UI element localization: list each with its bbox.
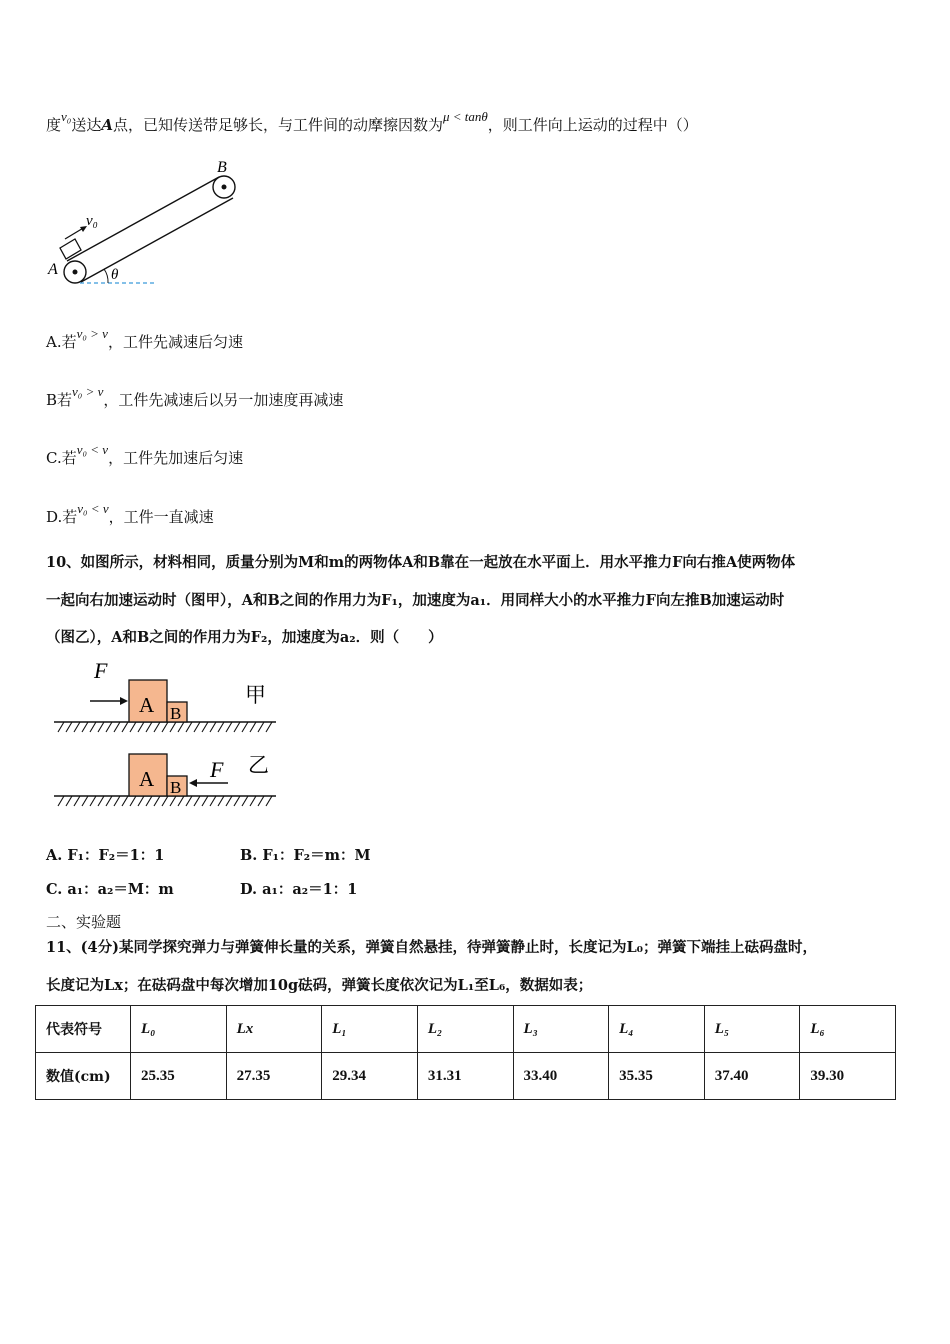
q10-line2: 一起向右加速运动时（图甲），A和B之间的作用力为F₁，加速度为a₁．用同样大小的水平推力F向左推B加速运动时: [46, 592, 785, 609]
q9-intro-mid2: 点，已知传送带足够长，与工件间的动摩擦因数为: [112, 116, 443, 134]
option-condition: v₀ > v: [76, 326, 108, 341]
table-header-cell: L₁: [322, 1006, 418, 1053]
hatch-top: [58, 722, 272, 732]
pulley-b-center: [222, 185, 227, 190]
option-prefix: A.若: [46, 333, 77, 351]
q10-option-b: B. F₁：F₂＝m：M: [240, 847, 371, 864]
option-condition: v₀ > v: [72, 384, 104, 399]
table-header-row: [36, 1006, 896, 1053]
label-theta: θ: [111, 267, 119, 283]
workpiece: [60, 239, 81, 259]
conveyor-figure: [40, 150, 250, 295]
q9-intro-post: ，则工件向上运动的过程中（）: [487, 116, 698, 134]
option-text: ，工件先减速后匀速: [107, 333, 243, 351]
v0-symbol: v₀: [61, 109, 72, 124]
table-header-cell: L₆: [800, 1006, 896, 1053]
table-cell: 25.35: [131, 1053, 227, 1100]
q11-line1: 11、(4分)某同学探究弹力与弹簧伸长量的关系，弹簧自然悬挂，待弹簧静止时，长度记为L₀；弹簧下端挂上砝码盘时，: [46, 939, 818, 956]
q10-option-d: D. a₁：a₂＝1：1: [240, 881, 358, 898]
q11-line2: 长度记为Lx；在砝码盘中每次增加10g砝码，弹簧长度依次记为L₁至L₆，数据如表；: [46, 977, 593, 994]
option-condition: v₀ < v: [77, 501, 109, 516]
table-header-cell: L₃: [513, 1006, 609, 1053]
q9-intro: [46, 109, 698, 135]
force-arrowhead-top: [120, 697, 128, 705]
block-b-label-top: B: [170, 704, 182, 723]
force-arrowhead-bottom: [189, 779, 197, 787]
label-v0: v₀: [86, 213, 98, 229]
option-text: ，工件一直减速: [108, 508, 214, 526]
option-text: ，工件先减速后以另一加速度再减速: [103, 391, 344, 409]
table-cell: 31.31: [417, 1053, 513, 1100]
q9-option-c: [46, 442, 244, 468]
q9-intro-mid: 送达: [71, 116, 102, 134]
q9-option-d: [46, 501, 214, 527]
q9-intro-pre: 度: [46, 116, 62, 134]
option-prefix: D.若: [46, 508, 78, 526]
option-prefix: C.若: [46, 449, 77, 467]
table-cell: 35.35: [609, 1053, 705, 1100]
option-text: ，工件先加速后匀速: [108, 449, 244, 467]
table-header-cell: L₂: [417, 1006, 513, 1053]
table-row: [36, 1053, 896, 1100]
option-condition: v₀ < v: [76, 442, 109, 457]
block-a-label-top: A: [139, 693, 155, 717]
label-yi: 乙: [248, 753, 269, 777]
table-header-cell: Lx: [226, 1006, 322, 1053]
q10-line3: （图乙），A和B之间的作用力为F₂，加速度为a₂．则（ ）: [46, 629, 443, 646]
q10-option-c: C. a₁：a₂＝M：m: [46, 881, 174, 898]
table-cell: 39.30: [800, 1053, 896, 1100]
table-cell: 数值(cm): [36, 1053, 131, 1100]
mu-expression: μ < tanθ: [442, 109, 488, 124]
q10-option-a: A. F₁：F₂＝1：1: [46, 847, 165, 864]
table-header-cell: 代表符号: [36, 1006, 131, 1053]
force-label-top: F: [94, 658, 108, 683]
table-cell: 29.34: [322, 1053, 418, 1100]
table-header-cell: L₄: [609, 1006, 705, 1053]
hatch-bottom: [58, 796, 272, 806]
table-cell: 33.40: [513, 1053, 609, 1100]
q9-option-b: [46, 384, 344, 410]
blocks-figure: [50, 655, 290, 815]
spring-data-table: [35, 1005, 896, 1100]
pulley-a-center: [73, 270, 78, 275]
label-jia: 甲: [245, 683, 266, 707]
q9-option-a: [46, 326, 243, 352]
theta-arc: [104, 269, 108, 283]
block-b-label-bottom: B: [170, 778, 182, 797]
block-a-label-bottom: A: [139, 767, 155, 791]
label-b: B: [217, 159, 227, 176]
point-a-label: A: [101, 116, 113, 134]
table-header-cell: L₀: [131, 1006, 227, 1053]
force-label-bottom: F: [210, 757, 224, 782]
q10-line1: 10、如图所示，材料相同，质量分别为M和m的两物体A和B靠在一起放在水平面上．用水平推力F向右推A使两物体: [46, 554, 796, 571]
section-title: 二、实验题: [46, 913, 122, 931]
option-prefix: B若: [46, 391, 73, 409]
table-cell: 27.35: [226, 1053, 322, 1100]
table-cell: 37.40: [704, 1053, 800, 1100]
table-header-cell: L₅: [704, 1006, 800, 1053]
label-a: A: [48, 261, 58, 278]
